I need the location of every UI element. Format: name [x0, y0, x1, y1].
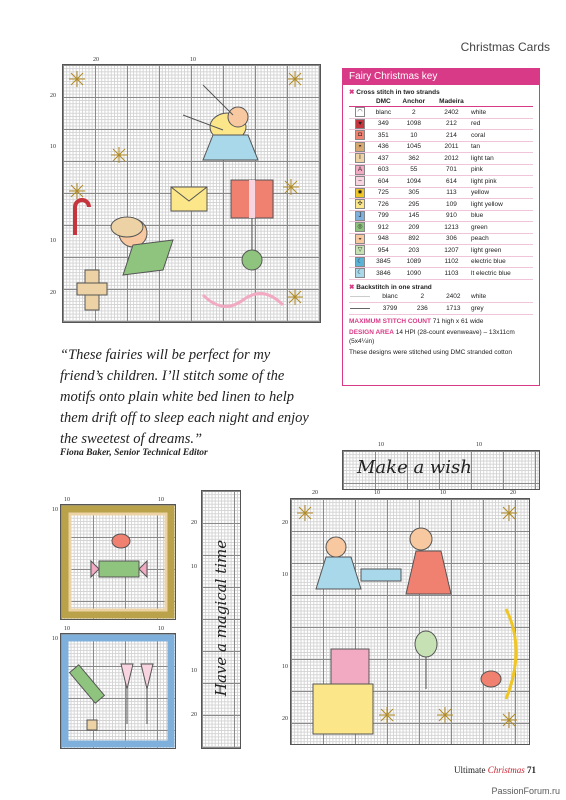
chart-number: 20	[510, 490, 516, 496]
key-row	[349, 210, 533, 222]
backstitch-table	[349, 292, 533, 315]
madeira-code: 212	[432, 118, 471, 130]
symbol-icon: ◎	[355, 222, 365, 232]
chart-number: 10	[191, 668, 197, 674]
dmc-code: 351	[371, 130, 396, 142]
madeira-code: 1213	[432, 222, 471, 234]
dmc-code: 437	[371, 153, 396, 165]
anchor-code: 2	[396, 107, 432, 119]
symbol-icon: ☾	[355, 268, 365, 278]
anchor-code: 1045	[396, 141, 432, 153]
anchor-code: 10	[396, 130, 432, 142]
dmc-code: 912	[371, 222, 396, 234]
dmc-code: 799	[371, 210, 396, 222]
line-icon	[350, 296, 370, 297]
chart-number: 10	[50, 144, 56, 150]
colour-name: white	[471, 292, 533, 303]
dmc-code: blanc	[371, 107, 396, 119]
symbol-icon: ◒	[355, 234, 365, 244]
key-row	[349, 176, 533, 188]
symbol-icon: I	[355, 153, 365, 163]
chart-number: 20	[282, 520, 288, 526]
symbol-icon: ✣	[355, 199, 365, 209]
bubbly-chart	[60, 633, 176, 749]
backstitch-row	[349, 292, 533, 303]
chart-number: 10	[64, 497, 70, 503]
symbol-icon: ☾	[355, 257, 365, 267]
chart-number: 20	[50, 93, 56, 99]
symbol-icon: ♥	[355, 119, 365, 129]
dmc-code: 349	[371, 118, 396, 130]
make-a-wish-chart	[342, 450, 540, 490]
symbol-icon: ▽	[355, 245, 365, 255]
chart-number: 10	[158, 497, 164, 503]
colour-name: grey	[471, 303, 533, 315]
anchor-code: 295	[396, 199, 432, 211]
chart-text: Make a wish	[357, 457, 472, 478]
symbol-icon: J	[355, 211, 365, 221]
dmc-code: 3799	[371, 303, 409, 315]
colour-name: light yellow	[471, 199, 533, 211]
chart-number: 20	[282, 716, 288, 722]
key-row	[349, 222, 533, 234]
bubbly-motif	[61, 634, 175, 748]
chart-number: 10	[50, 238, 56, 244]
chart-number: 10	[282, 664, 288, 670]
chart-number: 10	[191, 564, 197, 570]
key-row	[349, 153, 533, 165]
madeira-code: 214	[432, 130, 471, 142]
colour-name: light tan	[471, 153, 533, 165]
symbol-icon: ✸	[355, 188, 365, 198]
anchor-code: 209	[396, 222, 432, 234]
chart-number: 10	[476, 442, 482, 448]
madeira-code: 2402	[432, 107, 471, 119]
watermark: PassionForum.ru	[491, 786, 560, 796]
madeira-code: 910	[432, 210, 471, 222]
colour-name: yellow	[471, 187, 533, 199]
symbol-icon: ◠	[355, 107, 365, 117]
madeira-code: 109	[432, 199, 471, 211]
key-table	[349, 97, 533, 280]
column-header: Anchor	[396, 97, 432, 107]
madeira-code: 2011	[432, 141, 471, 153]
colour-name: light green	[471, 245, 533, 257]
fairy-motifs	[63, 65, 320, 322]
key-title: Fairy Christmas key	[343, 69, 539, 85]
key-row	[349, 141, 533, 153]
dmc-code: 726	[371, 199, 396, 211]
madeira-code: 1207	[432, 245, 471, 257]
anchor-code: 892	[396, 233, 432, 245]
anchor-code: 362	[396, 153, 432, 165]
dmc-code: 436	[371, 141, 396, 153]
madeira-code: 306	[432, 233, 471, 245]
anchor-code: 203	[396, 245, 432, 257]
chart-number: 10	[64, 626, 70, 632]
chart-number: 20	[312, 490, 318, 496]
colour-name: peach	[471, 233, 533, 245]
colour-key	[342, 68, 540, 386]
line-icon	[350, 308, 370, 309]
colour-name: electric blue	[471, 256, 533, 268]
chart-number: 10	[158, 626, 164, 632]
madeira-code: 1713	[436, 303, 471, 315]
bird-chart	[60, 504, 176, 620]
anchor-code: 1098	[396, 118, 432, 130]
anchor-code: 2	[409, 292, 436, 303]
bird-motif	[61, 505, 175, 619]
anchor-code: 55	[396, 164, 432, 176]
colour-name: tan	[471, 141, 533, 153]
key-cross-title: ✖ Cross stitch in two strands	[349, 89, 440, 96]
colour-name: red	[471, 118, 533, 130]
anchor-code: 1089	[396, 256, 432, 268]
symbol-icon: A	[355, 165, 365, 175]
colour-name: light pink	[471, 176, 533, 188]
dmc-code: 954	[371, 245, 396, 257]
symbol-icon: –	[355, 176, 365, 186]
chart-number: 20	[191, 712, 197, 718]
page-footer: Ultimate Christmas 71	[453, 765, 536, 775]
fairies-motif	[291, 499, 529, 744]
dmc-code: 725	[371, 187, 396, 199]
symbol-icon: ◓	[355, 142, 365, 152]
key-row	[349, 245, 533, 257]
colour-name: white	[471, 107, 533, 119]
section-title: Christmas Cards	[460, 40, 550, 54]
madeira-code: 113	[432, 187, 471, 199]
key-row	[349, 268, 533, 280]
dmc-code: blanc	[371, 292, 409, 303]
colour-name: coral	[471, 130, 533, 142]
madeira-code: 2402	[436, 292, 471, 303]
stitch-count: MAXIMUM STITCH COUNT 71 high x 61 wide	[349, 317, 484, 325]
chart-number: 10	[52, 507, 58, 513]
anchor-code: 1094	[396, 176, 432, 188]
dmc-code: 604	[371, 176, 396, 188]
quote-attribution: Fiona Baker, Senior Technical Editor	[60, 448, 208, 458]
design-area: DESIGN AREA 14 HPI (28-count evenweave) – 13x11cm (5x4¼in)	[349, 328, 515, 345]
anchor-code: 305	[396, 187, 432, 199]
colour-name: green	[471, 222, 533, 234]
chart-number: 20	[93, 57, 99, 63]
chart-number: 10	[190, 57, 196, 63]
key-row	[349, 164, 533, 176]
fairy-chart-main	[62, 64, 321, 323]
key-note: These designs were stitched using DMC stranded cotton	[349, 348, 512, 356]
key-back-title: ✖ Backstitch in one strand	[349, 283, 432, 291]
anchor-code: 236	[409, 303, 436, 315]
chart-text: Have a magical time	[212, 539, 230, 697]
column-header: Madeira	[432, 97, 471, 107]
symbol-icon: ◘	[355, 130, 365, 140]
magical-time-chart	[201, 490, 241, 749]
fairy-chart-large	[290, 498, 530, 745]
colour-name: pink	[471, 164, 533, 176]
madeira-code: 2012	[432, 153, 471, 165]
chart-number: 10	[52, 636, 58, 642]
dmc-code: 3846	[371, 268, 396, 280]
chart-number: 10	[378, 442, 384, 448]
madeira-code: 1102	[432, 256, 471, 268]
dmc-code: 3845	[371, 256, 396, 268]
madeira-code: 1103	[432, 268, 471, 280]
chart-number: 10	[440, 490, 446, 496]
anchor-code: 1090	[396, 268, 432, 280]
madeira-code: 701	[432, 164, 471, 176]
backstitch-row	[349, 303, 533, 315]
key-row	[349, 187, 533, 199]
column-header: DMC	[371, 97, 396, 107]
chart-number: 10	[374, 490, 380, 496]
key-row	[349, 199, 533, 211]
key-row	[349, 256, 533, 268]
chart-number: 10	[282, 572, 288, 578]
key-row	[349, 233, 533, 245]
key-row	[349, 118, 533, 130]
key-row	[349, 107, 533, 119]
chart-number: 20	[50, 290, 56, 296]
dmc-code: 948	[371, 233, 396, 245]
key-row	[349, 130, 533, 142]
colour-name: blue	[471, 210, 533, 222]
madeira-code: 614	[432, 176, 471, 188]
anchor-code: 145	[396, 210, 432, 222]
dmc-code: 603	[371, 164, 396, 176]
chart-number: 20	[191, 520, 197, 526]
colour-name: lt electric blue	[471, 268, 533, 280]
pull-quote: “These fairies will be perfect for my friend’s children. I’ll stitch some of the motifs onto plain white bed linen to help them drift off to sleep each night and enjoy the sweetest of dreams.”	[60, 347, 309, 447]
